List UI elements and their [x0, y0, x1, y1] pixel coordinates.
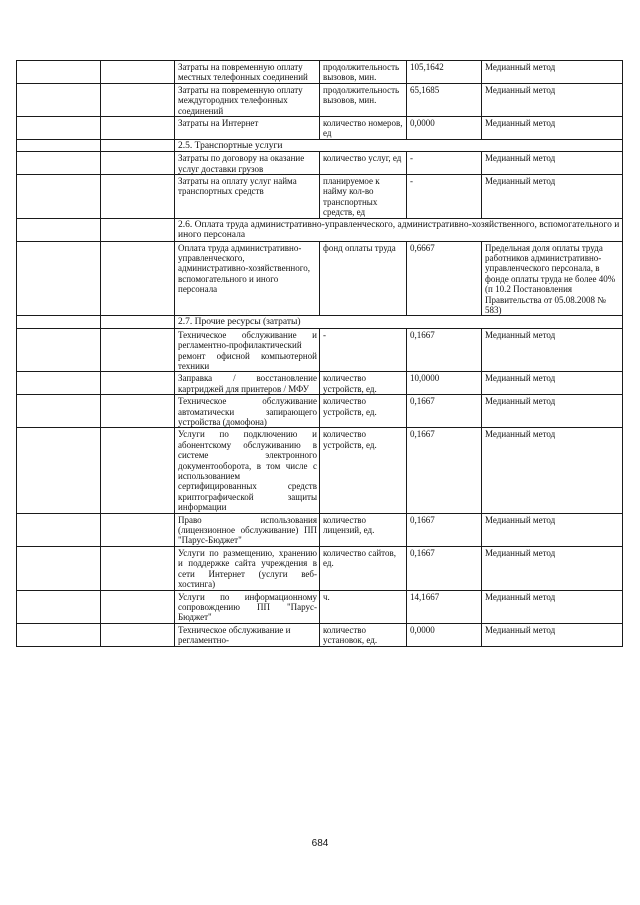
- value-cell: 0,1667: [407, 428, 482, 513]
- empty-cell-col2: [101, 139, 175, 151]
- empty-cell-col2: [101, 328, 175, 372]
- table-row: [17, 513, 623, 546]
- empty-cell-col1: [17, 61, 101, 84]
- expense-name-cell: Техническое обслуживание и регламентно-: [175, 623, 320, 646]
- unit-cell: количество устройств, ед.: [320, 372, 407, 395]
- unit-cell: фонд оплаты труда: [320, 241, 407, 316]
- unit-cell: количество номеров, ед: [320, 117, 407, 140]
- empty-cell-col2: [101, 513, 175, 546]
- value-cell: -: [407, 152, 482, 175]
- method-cell: Медианный метод: [482, 175, 623, 219]
- unit-cell: -: [320, 328, 407, 372]
- expense-name-cell: Техническое обслуживание автоматически запирающего устройства (домофона): [175, 395, 320, 428]
- unit-cell: количество устройств, ед.: [320, 395, 407, 428]
- method-cell: Медианный метод: [482, 546, 623, 590]
- empty-cell-col1: [17, 623, 101, 646]
- table-row: [17, 546, 623, 590]
- empty-cell-col1: [17, 513, 101, 546]
- empty-cell-col2: [101, 428, 175, 513]
- table-row: [17, 61, 623, 84]
- value-cell: 0,1667: [407, 546, 482, 590]
- unit-cell: ч.: [320, 590, 407, 623]
- norms-table: [16, 60, 623, 647]
- table-body: [17, 61, 623, 647]
- table-row: [17, 241, 623, 316]
- method-cell: Медианный метод: [482, 61, 623, 84]
- table-row: [17, 590, 623, 623]
- expense-name-cell: Техническое обслуживание и регламентно-профилактический ремонт офисной компьютерной техники: [175, 328, 320, 372]
- expense-name-cell: Затраты по договору на оказание услуг доставки грузов: [175, 152, 320, 175]
- value-cell: 0,1667: [407, 513, 482, 546]
- value-cell: 0,1667: [407, 395, 482, 428]
- section-row: [17, 139, 623, 151]
- empty-cell-col1: [17, 152, 101, 175]
- empty-cell-col1: [17, 175, 101, 219]
- empty-cell-col2: [101, 175, 175, 219]
- empty-cell-col1: [17, 83, 101, 116]
- empty-cell-col1: [17, 316, 101, 328]
- table-row: [17, 328, 623, 372]
- empty-cell-col2: [101, 395, 175, 428]
- empty-cell-col2: [101, 590, 175, 623]
- empty-cell-col1: [17, 546, 101, 590]
- empty-cell-col1: [17, 428, 101, 513]
- unit-cell: количество устройств, ед.: [320, 428, 407, 513]
- empty-cell-col2: [101, 117, 175, 140]
- empty-cell-col2: [101, 152, 175, 175]
- expense-name-cell: Услуги по подключению и абонентскому обслуживанию в системе электронного документооборота, в том числе с использованием сертифицированных средств криптографической защиты информации: [175, 428, 320, 513]
- method-cell: Предельная доля оплаты труда работников административно-управленческого персонала, в фонде оплаты труда не более 40% (п 10.2 Постановления Правительства от 05.08.2008 № 583): [482, 241, 623, 316]
- unit-cell: планируемое к найму кол-во транспортных средств, ед: [320, 175, 407, 219]
- method-cell: Медианный метод: [482, 152, 623, 175]
- value-cell: 0,1667: [407, 328, 482, 372]
- value-cell: 65,1685: [407, 83, 482, 116]
- value-cell: 105,1642: [407, 61, 482, 84]
- table-row: [17, 83, 623, 116]
- empty-cell-col1: [17, 328, 101, 372]
- empty-cell-col1: [17, 218, 101, 241]
- expense-name-cell: Затраты на повременную оплату местных телефонных соединений: [175, 61, 320, 84]
- expense-name-cell: Услуги по информационному сопровождению ПП "Парус-Бюджет": [175, 590, 320, 623]
- method-cell: Медианный метод: [482, 590, 623, 623]
- expense-name-cell: Оплата труда административно-управленческого, административно-хозяйственного, вспомогательного и иного персонала: [175, 241, 320, 316]
- section-row: [17, 218, 623, 241]
- empty-cell-col1: [17, 139, 101, 151]
- page-number: 684: [311, 838, 329, 849]
- value-cell: 0,6667: [407, 241, 482, 316]
- value-cell: 0,0000: [407, 117, 482, 140]
- table-row: [17, 428, 623, 513]
- unit-cell: количество установок, ед.: [320, 623, 407, 646]
- method-cell: Медианный метод: [482, 513, 623, 546]
- unit-cell: количество лицензий, ед.: [320, 513, 407, 546]
- method-cell: Медианный метод: [482, 328, 623, 372]
- method-cell: Медианный метод: [482, 372, 623, 395]
- table-row: [17, 372, 623, 395]
- method-cell: Медианный метод: [482, 623, 623, 646]
- empty-cell-col2: [101, 83, 175, 116]
- unit-cell: количество сайтов, ед.: [320, 546, 407, 590]
- empty-cell-col2: [101, 546, 175, 590]
- table-row: [17, 395, 623, 428]
- empty-cell-col1: [17, 241, 101, 316]
- method-cell: Медианный метод: [482, 428, 623, 513]
- expense-name-cell: Заправка / восстановление картриджей для принтеров / МФУ: [175, 372, 320, 395]
- value-cell: 10,0000: [407, 372, 482, 395]
- table-row: [17, 623, 623, 646]
- method-cell: Медианный метод: [482, 117, 623, 140]
- expense-name-cell: Услуги по размещению, хранению и поддержке сайта учреждения в сети Интернет (услуги веб-хостинга): [175, 546, 320, 590]
- unit-cell: продолжительность вызовов, мин.: [320, 83, 407, 116]
- unit-cell: количество услуг, ед: [320, 152, 407, 175]
- expense-name-cell: Затраты на Интернет: [175, 117, 320, 140]
- table-row: [17, 152, 623, 175]
- empty-cell-col1: [17, 372, 101, 395]
- expense-name-cell: Право использования (лицензионное обслуживание) ПП "Парус-Бюджет": [175, 513, 320, 546]
- empty-cell-col1: [17, 590, 101, 623]
- value-cell: 0,0000: [407, 623, 482, 646]
- empty-cell-col2: [101, 241, 175, 316]
- empty-cell-col2: [101, 218, 175, 241]
- section-heading: 2.5. Транспортные услуги: [175, 139, 623, 151]
- table-row: [17, 117, 623, 140]
- value-cell: 14,1667: [407, 590, 482, 623]
- unit-cell: продолжительность вызовов, мин.: [320, 61, 407, 84]
- empty-cell-col2: [101, 372, 175, 395]
- section-heading: 2.6. Оплата труда административно-управленческого, административно-хозяйственного, вспомогательного и иного персонала: [175, 218, 623, 241]
- method-cell: Медианный метод: [482, 83, 623, 116]
- section-heading: 2.7. Прочие ресурсы (затраты): [175, 316, 623, 328]
- table-row: [17, 175, 623, 219]
- empty-cell-col1: [17, 395, 101, 428]
- empty-cell-col2: [101, 316, 175, 328]
- expense-name-cell: Затраты на повременную оплату междугородних телефонных соединений: [175, 83, 320, 116]
- method-cell: Медианный метод: [482, 395, 623, 428]
- section-row: [17, 316, 623, 328]
- expense-name-cell: Затраты на оплату услуг найма транспортных средств: [175, 175, 320, 219]
- empty-cell-col2: [101, 61, 175, 84]
- value-cell: -: [407, 175, 482, 219]
- empty-cell-col2: [101, 623, 175, 646]
- empty-cell-col1: [17, 117, 101, 140]
